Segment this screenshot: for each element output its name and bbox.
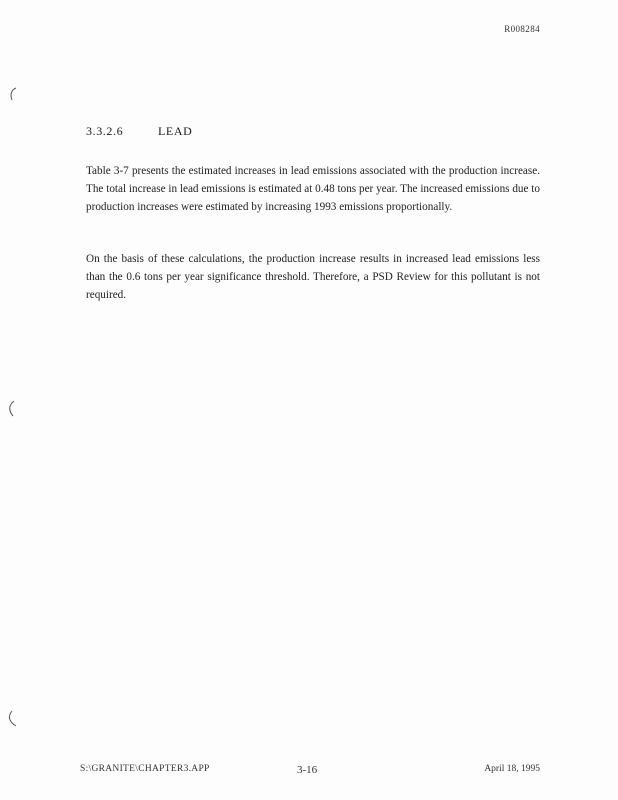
binder-hole-mark-icon xyxy=(6,400,16,416)
document-id: R008284 xyxy=(504,24,540,34)
paragraph: Table 3-7 presents the estimated increases in lead emissions associated with the production increase. The total increase in lead emissions is estimated at 0.48 tons per year. The increased emissions due to production increases were estimated by increasing 1993 emissions proportionally. xyxy=(86,165,540,213)
paragraph: On the basis of these calculations, the production increase results in increased lead emissions less than the 0.6 tons per year significance threshold. Therefore, a PSD Review for this pollutant is not required. xyxy=(86,253,540,301)
footer-date: April 18, 1995 xyxy=(484,764,540,774)
footer-page-number: 3-16 xyxy=(297,764,318,776)
binder-hole-mark-icon xyxy=(6,710,16,726)
binder-hole-mark-icon xyxy=(8,86,18,102)
section-number: 3.3.2.6 xyxy=(86,124,124,138)
section-title: LEAD xyxy=(158,124,193,138)
section-heading xyxy=(86,124,192,139)
footer-file-path: S:\GRANITE\CHAPTER3.APP xyxy=(80,764,210,774)
